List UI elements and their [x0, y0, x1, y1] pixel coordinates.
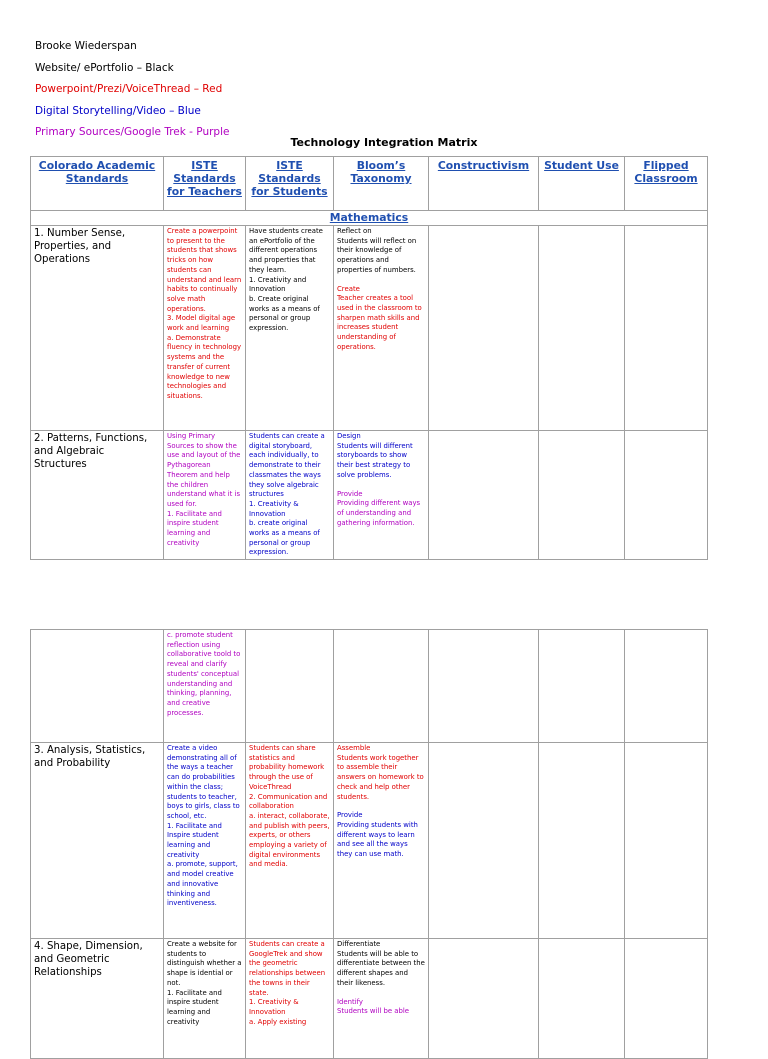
- color-legend: [35, 36, 229, 144]
- section-mathematics: Mathematics: [31, 211, 708, 226]
- iste-students-cell: [246, 630, 334, 743]
- blooms-identify: Identify Students will be able: [337, 997, 410, 1016]
- constructivism-cell: [429, 630, 539, 743]
- legend-digital-storytelling: Digital Storytelling/Video – Blue: [35, 104, 201, 117]
- blooms-cell: [334, 431, 429, 560]
- constructivism-cell: [429, 431, 539, 560]
- matrix-table: [30, 156, 708, 560]
- flipped-classroom-cell: [625, 431, 708, 560]
- student-use-cell: [539, 939, 625, 1059]
- blooms-cell: [334, 226, 429, 431]
- header-iste-teachers: ISTE Standards for Teachers: [164, 157, 246, 211]
- iste-teachers-cell: Create a website for students to distinguish whether a shape is idential or not. 1. Facilitate and inspire student learning and creativity: [164, 939, 246, 1059]
- standard-cell: [31, 630, 164, 743]
- iste-students-cell: Students can create a GoogleTrek and show the geometric relationships between the towns in their state. 1. Creativity & Innovation a. Apply existing: [246, 939, 334, 1059]
- blooms-assemble: Assemble Students work together to assemble their answers on homework to check and help other students.: [337, 744, 424, 801]
- blooms-cell: [334, 630, 429, 743]
- page-title: Technology Integration Matrix: [290, 136, 478, 149]
- header-student-use: Student Use: [539, 157, 625, 211]
- flipped-classroom-cell: [625, 630, 708, 743]
- blooms-design: Design Students will different storyboards to show their best strategy to solve problems.: [337, 432, 413, 479]
- blooms-cell: [334, 743, 429, 939]
- flipped-classroom-cell: [625, 939, 708, 1059]
- header-colorado-standards: Colorado Academic Standards: [31, 157, 164, 211]
- iste-students-cell: Students can share statistics and probability homework through the use of VoiceThread 2. Communication and collaboration a. interact, collaborate, and publish with peers, experts, or others employing a variety of digital environments and media.: [246, 743, 334, 939]
- constructivism-cell: [429, 226, 539, 431]
- matrix-table-continued: [30, 629, 708, 1059]
- table-row: [31, 226, 708, 431]
- flipped-classroom-cell: [625, 226, 708, 431]
- header-row: [31, 157, 708, 211]
- standard-cell: 3. Analysis, Statistics, and Probability: [31, 743, 164, 939]
- student-use-cell: [539, 431, 625, 560]
- iste-teachers-cell: Create a powerpoint to present to the students that shows tricks on how students can understand and learn habits to continually solve math operations. 3. Model digital age work and learning a. Demonstrate fluency in technology systems and the transfer of current knowledge to new technologies and situations.: [164, 226, 246, 431]
- iste-students-cell: Students can create a digital storyboard, each individually, to demonstrate to their classmates the ways they solve algebraic structures 1. Creativity & Innovation b. create original works as a means of personal or group expression.: [246, 431, 334, 560]
- header-blooms-taxonomy: Bloom’s Taxonomy: [334, 157, 429, 211]
- iste-teachers-cell: c. promote student reflection using collaborative toold to reveal and clarify students' conceptual understanding and thinking, planning, and creative processes.: [164, 630, 246, 743]
- header-flipped-classroom: Flipped Classroom: [625, 157, 708, 211]
- legend-primary-sources: Primary Sources/Google Trek - Purple: [35, 126, 230, 138]
- standard-cell: 2. Patterns, Functions, and Algebraic Structures: [31, 431, 164, 560]
- table-row: [31, 939, 708, 1059]
- table-row: [31, 743, 708, 939]
- header-constructivism: Constructivism: [429, 157, 539, 211]
- student-use-cell: [539, 630, 625, 743]
- student-use-cell: [539, 226, 625, 431]
- legend-powerpoint: Powerpoint/Prezi/VoiceThread – Red: [35, 83, 223, 95]
- legend-website: Website/ ePortfolio – Black: [35, 61, 174, 74]
- constructivism-cell: [429, 743, 539, 939]
- author-name: Brooke Wiederspan: [35, 40, 137, 52]
- iste-teachers-cell: Create a video demonstrating all of the ways a teacher can do probabilities within the class; students to teacher, boys to girls, class to school, etc. 1. Facilitate and Inspire student learning and creativity a. promote, support, and model creative and innovative thinking and inventiveness.: [164, 743, 246, 939]
- section-row: [31, 211, 708, 226]
- table-row: [31, 630, 708, 743]
- blooms-provide: Provide Providing students with different ways to learn and see all the ways they can use math.: [337, 811, 418, 859]
- blooms-differentiate: Differentiate Students will be able to differentiate between the different shapes and their likeness.: [337, 940, 425, 987]
- blooms-create: Create Teacher creates a tool used in the classroom to sharpen math skills and increases student understanding of operations.: [337, 284, 422, 351]
- header-iste-students: ISTE Standards for Students: [246, 157, 334, 211]
- student-use-cell: [539, 743, 625, 939]
- flipped-classroom-cell: [625, 743, 708, 939]
- table-row: [31, 431, 708, 560]
- blooms-provide: Provide Providing different ways of understanding and gathering information.: [337, 489, 421, 527]
- constructivism-cell: [429, 939, 539, 1059]
- standard-cell: 4. Shape, Dimension, and Geometric Relationships: [31, 939, 164, 1059]
- blooms-cell: [334, 939, 429, 1059]
- iste-students-cell: Have students create an ePortfolio of the different operations and properties that they learn. 1. Creativity and Innovation b. Create original works as a means of personal or group expression.: [246, 226, 334, 431]
- standard-cell: 1. Number Sense, Properties, and Operations: [31, 226, 164, 431]
- iste-teachers-cell: Using Primary Sources to show the use and layout of the Pythagorean Theorem and help the children understand what it is used for. 1. Facilitate and inspire student learning and creativity: [164, 431, 246, 560]
- blooms-reflect: Reflect on Students will reflect on their knowledge of operations and properties of numbers.: [337, 227, 417, 274]
